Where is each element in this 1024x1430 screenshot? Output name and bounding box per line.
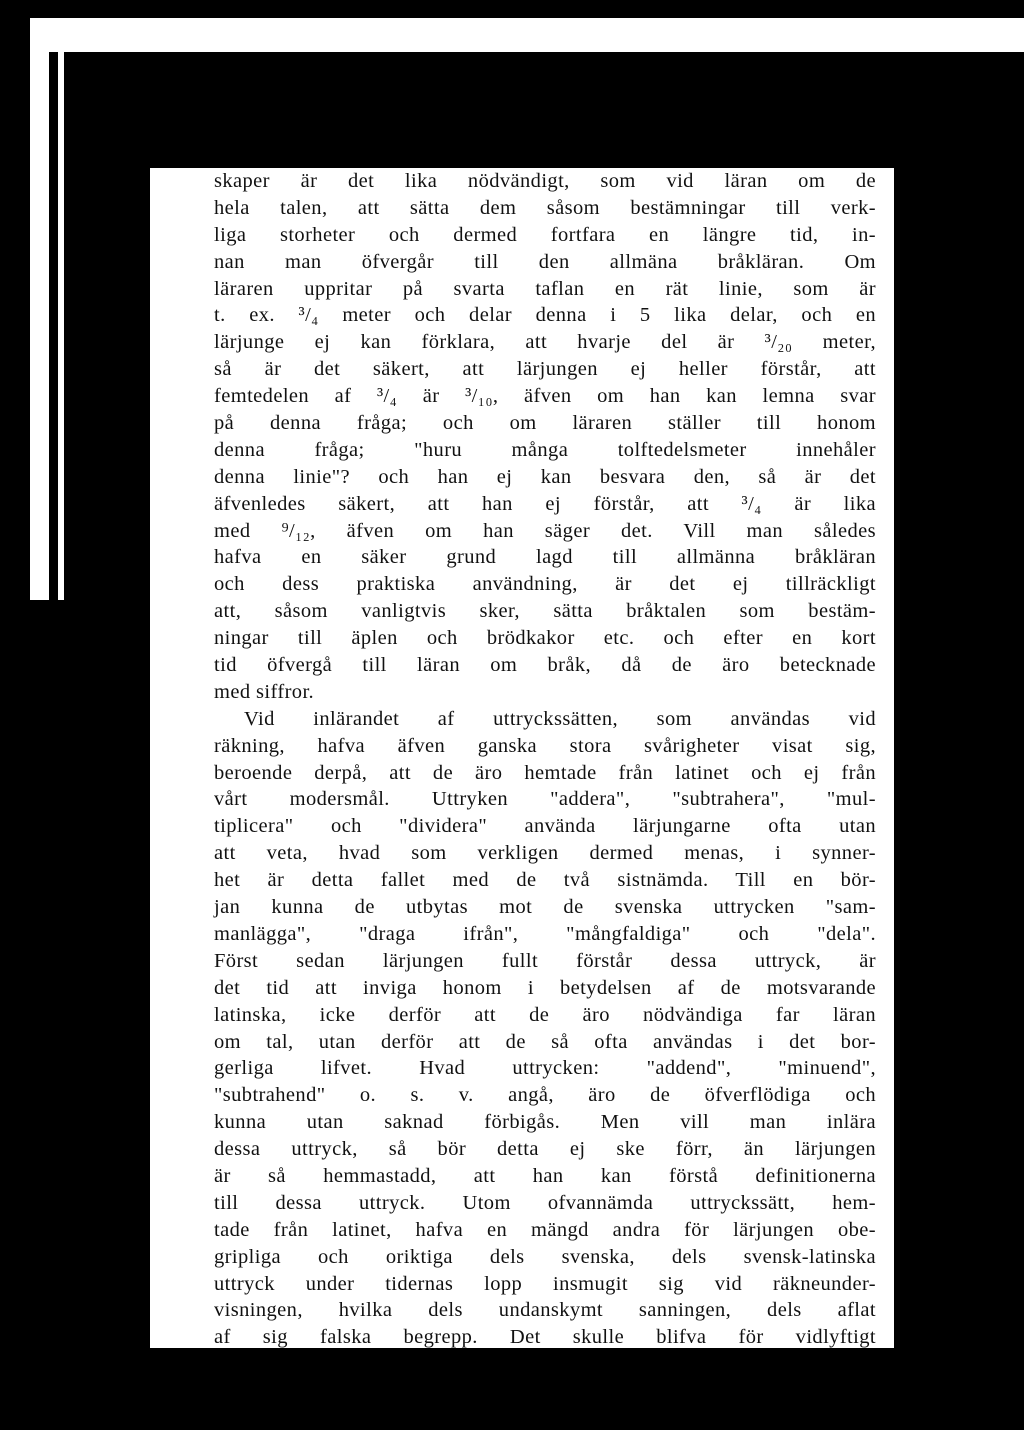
scan-border-left-inner xyxy=(58,52,64,600)
text-line: jan kunna de utbytas mot de svenska uttrycken "sam- xyxy=(214,896,876,919)
text-line: dessa uttryck, så bör detta ej ske förr, än lärjungen xyxy=(214,1138,876,1161)
text-line: visningen, hvilka dels undanskymt sanningen, dels aflat xyxy=(214,1299,876,1322)
text-line: om tal, utan derför att de så ofta användas i det bor- xyxy=(214,1030,876,1053)
text-line: att, såsom vanligtvis sker, sätta bråktalen som bestäm- xyxy=(214,600,876,623)
text-line: liga storheter och dermed fortfara en längre tid, in- xyxy=(214,223,876,246)
text-line: att veta, hvad som verkligen dermed menas, i synner- xyxy=(214,842,876,865)
scan-border-top xyxy=(30,18,1024,52)
text-line: t. ex. ³/₄ meter och delar denna i 5 lika delar, och en xyxy=(214,304,876,327)
text-line: gripliga och oriktiga dels svenska, dels svensk-latinska xyxy=(214,1245,876,1268)
text-line: det tid att inviga honom i betydelsen af de motsvarande xyxy=(214,976,876,999)
body-text xyxy=(214,168,876,1351)
text-line: hafva en säker grund lagd till allmänna bråkläran xyxy=(214,546,876,569)
text-line: på denna fråga; och om läraren ställer till honom xyxy=(214,412,876,435)
text-line: tade från latinet, hafva en mängd andra för lärjungen obe- xyxy=(214,1218,876,1241)
text-line: med siffror. xyxy=(214,680,315,703)
text-line: hela talen, att sätta dem såsom bestämningar till verk- xyxy=(214,196,876,219)
scan-border-left xyxy=(30,18,49,600)
text-line: ningar till äplen och brödkakor etc. och efter en kort xyxy=(214,627,876,650)
text-line: kunna utan saknad förbigås. Men vill man inlära xyxy=(214,1111,876,1134)
text-line: och dess praktiska användning, är det ej tillräckligt xyxy=(214,573,876,596)
text-line: räkning, hafva äfven ganska stora svårigheter visat sig, xyxy=(214,734,876,757)
text-line: uttryck under tidernas lopp insmugit sig vid räkneunder- xyxy=(214,1272,876,1295)
text-line: manlägga", "draga ifrån", "mångfaldiga" och "dela". xyxy=(214,922,876,945)
text-line: nan man öfvergår till den allmäna bråkläran. Om xyxy=(214,250,876,273)
text-line: Först sedan lärjungen fullt förstår dessa uttryck, är xyxy=(214,949,876,972)
text-line: läraren uppritar på svarta taflan en rät linie, som är xyxy=(214,277,876,300)
text-line: tid öfvergå till läran om bråk, då de äro betecknade xyxy=(214,654,876,677)
text-line: latinska, icke derför att de äro nödvändiga far läran xyxy=(214,1003,876,1026)
text-line: till dessa uttryck. Utom ofvannämda uttryckssätt, hem- xyxy=(214,1191,876,1214)
text-line: "subtrahend" o. s. v. angå, äro de öfverflödiga och xyxy=(214,1084,876,1107)
text-line: äfvenledes säkert, att han ej förstår, att ³/₄ är lika xyxy=(214,492,876,515)
text-line: femtedelen af ³/₄ är ³/₁₀, äfven om han kan lemna svar xyxy=(214,385,876,408)
text-line: vårt modersmål. Uttryken "addera", "subtrahera", "mul- xyxy=(214,788,876,811)
text-line: är så hemmastadd, att han kan förstå definitionerna xyxy=(214,1164,876,1187)
text-line: af sig falska begrepp. Det skulle blifva för vidlyftigt xyxy=(214,1326,876,1349)
text-line: het är detta fallet med de två sistnämda. Till en bör- xyxy=(214,869,876,892)
text-line: så är det säkert, att lärjungen ej heller förstår, att xyxy=(214,358,876,381)
text-line: med ⁹/₁₂, äfven om han säger det. Vill man således xyxy=(214,519,876,542)
text-line: lärjunge ej kan förklara, att hvarje del är ³/₂₀ meter, xyxy=(214,331,876,354)
text-line: beroende derpå, att de äro hemtade från latinet och ej från xyxy=(214,761,876,784)
text-line: denna fråga; "huru många tolftedelsmeter innehåler xyxy=(214,438,876,461)
text-line: skaper är det lika nödvändigt, som vid läran om de xyxy=(214,170,876,192)
text-line: denna linie"? och han ej kan besvara den, så är det xyxy=(214,465,876,488)
book-page xyxy=(150,168,894,1348)
text-line: tiplicera" och "dividera" använda lärjungarne ofta utan xyxy=(214,815,876,838)
text-line: Vid inlärandet af uttryckssätten, som användas vid xyxy=(244,707,876,730)
text-line: gerliga lifvet. Hvad uttrycken: "addend", "minuend", xyxy=(214,1057,876,1080)
